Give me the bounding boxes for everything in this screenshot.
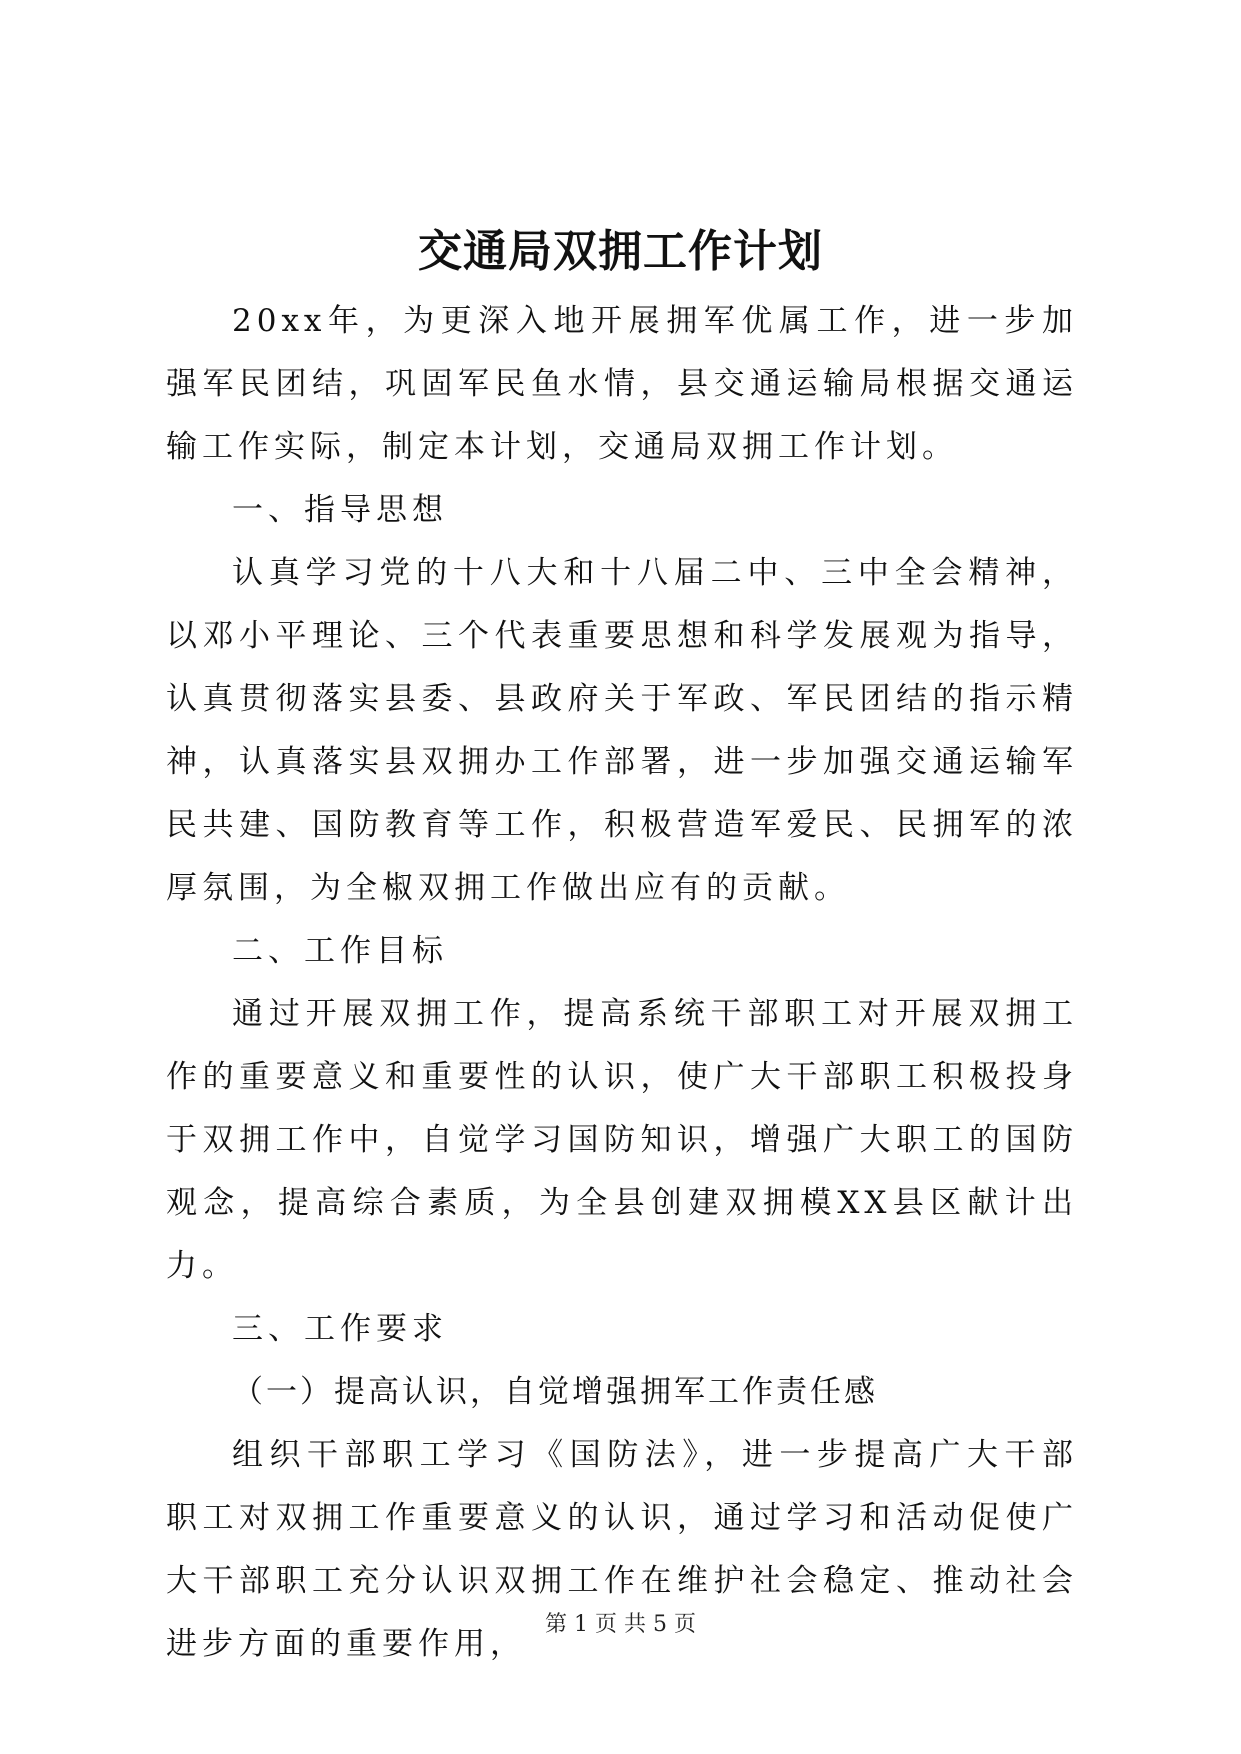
document-title: 交通局双拥工作计划	[418, 226, 823, 277]
subsection-heading-raise-awareness: （一）提高认识，自觉增强拥军工作责任感	[232, 1374, 878, 1410]
section-heading-guiding-ideology: 一、指导思想	[232, 492, 448, 528]
document-body	[166, 290, 1078, 1676]
section-heading-work-requirements: 三、工作要求	[232, 1311, 448, 1347]
work-goals-paragraph: 通过开展双拥工作，提高系统干部职工对开展双拥工作的重要意义和重要性的认识，使广大干部职工积极投身于双拥工作中，自觉学习国防知识，增强广大职工的国防观念，提高综合素质，为全县创建双拥模XX县区献计出力。	[166, 996, 1078, 1284]
page-number-footer: 第 1 页 共 5 页	[545, 1612, 696, 1637]
section-heading-work-goals: 二、工作目标	[232, 933, 448, 969]
intro-paragraph: 20xx年，为更深入地开展拥军优属工作，进一步加强军民团结，巩固军民鱼水情，县交通运输局根据交通运输工作实际，制定本计划，交通局双拥工作计划。	[166, 303, 1078, 465]
raise-awareness-paragraph: 组织干部职工学习《国防法》，进一步提高广大干部职工对双拥工作重要意义的认识，通过学习和活动促使广大干部职工充分认识双拥工作在维护社会稳定、推动社会进步方面的重要作用，	[166, 1437, 1078, 1662]
guiding-ideology-paragraph: 认真学习党的十八大和十八届二中、三中全会精神，以邓小平理论、三个代表重要思想和科学发展观为指导，认真贯彻落实县委、县政府关于军政、军民团结的指示精神，认真落实县双拥办工作部署，进一步加强交通运输军民共建、国防教育等工作，积极营造军爱民、民拥军的浓厚氛围，为全椒双拥工作做出应有的贡献。	[166, 555, 1078, 906]
